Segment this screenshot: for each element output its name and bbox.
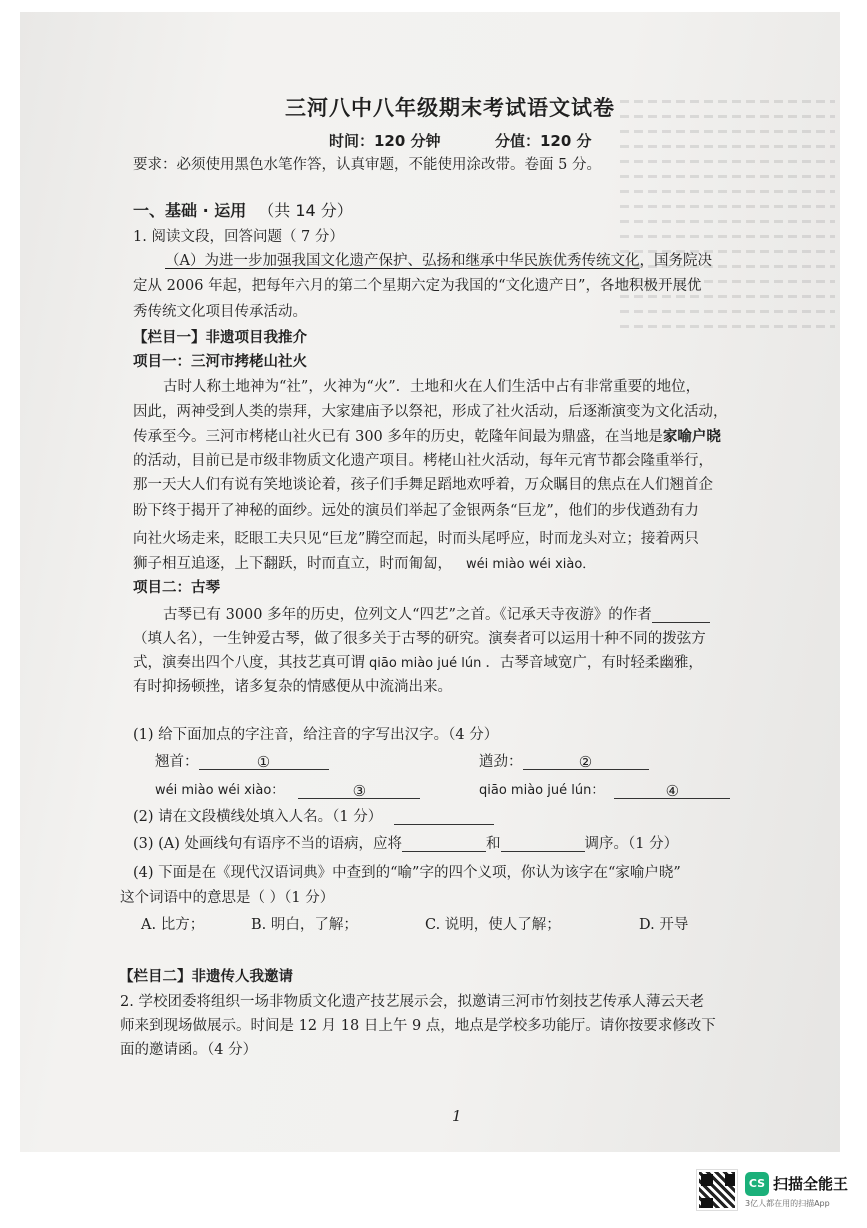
item-1-line-1: 古时人称土地神为“社”，火神为“火”．土地和火在人们生活中占有非常重要的地位， [163, 379, 701, 395]
item-2-line-2: （填人名），一生钟爱古琴，做了很多关于古琴的研究。演奏者可以运用十种不同的拨弦方 [133, 631, 706, 647]
item-2-line-4: 有时抑扬顿挫，诸多复杂的情感便从中流淌出来。 [133, 679, 452, 695]
item-1-line-3 [133, 424, 721, 450]
item-2-line-3-a: 式，演奏出四个八度，其技艺真可谓 [133, 655, 365, 671]
subquestion-1-word-1 [155, 749, 329, 775]
option-a: A. 比方； [141, 917, 205, 933]
page-number: 1 [452, 1107, 462, 1125]
question-2-line-2: 师来到现场做展示。时间是 12 月 18 日上午 9 点，地点是学校多功能厅。请你按要求修改下 [120, 1018, 716, 1034]
option-b: B. 明白，了解； [251, 917, 358, 933]
pinyin-weimiaoweixiao: wéi miào wéi xiào． [466, 557, 596, 572]
section-title: 一、基础 · 运用 [133, 201, 247, 220]
option-c: C. 说明，使人了解； [425, 917, 561, 933]
subquestion-3-text-b: 和 [486, 836, 501, 852]
item-2-line-3-b: ．古琴音域宽广，有时轻柔幽雅， [485, 655, 703, 671]
item-1-heading: 项目一：三河市拷栳山社火 [133, 354, 307, 370]
exam-title: 三河八中八年级期末考试语文试卷 [285, 96, 615, 120]
item-1-line-7: 向社火场走来，眨眼工夫只见“巨龙”腾空而起，时而头尾呼应，时而龙头对立；接着两只 [133, 531, 699, 547]
subquestion-4-line-2: 这个词语中的意思是（ ）（1 分） [120, 890, 335, 906]
subquestion-3-text-a: (3) (A) 处画线句有语序不当的语病，应将 [133, 836, 403, 852]
requirement-text: 要求：必须使用黑色水笔作答，认真审题，不能使用涂改带。卷面 5 分。 [133, 157, 601, 173]
item-1-line-3-text: 传承至今。三河市栲栳山社火已有 300 多年的历史，乾隆年间最为鼎盛，在当地是 [133, 429, 663, 445]
scanned-exam-page [20, 12, 840, 1152]
option-d: D. 开导 [639, 917, 689, 933]
scanner-app-name: 扫描全能王 [773, 1175, 849, 1193]
column-1-heading: 【栏目一】非遗项目我推介 [133, 330, 307, 346]
paragraph-1-line-2: 定从 2006 年起，把每年六月的第二个星期六定为我国的“文化遗产日”，各地积极开展优 [133, 278, 702, 294]
blank-mark-1: ① [256, 753, 271, 771]
author-name-blank[interactable] [652, 607, 710, 623]
time-label: 时间：120 分钟 [329, 132, 441, 150]
camscanner-logo-icon: CS [745, 1172, 769, 1196]
column-2-heading: 【栏目二】非遗传人我邀请 [119, 969, 293, 985]
blank-mark-3: ③ [352, 781, 367, 800]
paragraph-1-rest: ，国务院决 [639, 253, 712, 269]
paragraph-1-line-1 [165, 248, 712, 274]
pinyin-prompt-4: qiāo miào jué lún： [479, 783, 605, 798]
subquestion-1: (1) 给下面加点的字注音，给注音的字写出汉字。（4 分） [133, 727, 499, 743]
pinyin-qiaomiaojuelun: qiāo miào jué lún [369, 656, 482, 671]
item-2-line-1-text: 古琴已有 3000 多年的历史，位列文人“四艺”之首。《记承天寺夜游》的作者 [163, 607, 652, 623]
item-2-heading: 项目二：古琴 [133, 580, 220, 596]
subquestion-3-text-c: 调序。（1 分） [584, 836, 679, 852]
item-1-line-4: 的活动，目前已是市级非物质文化遗产项目。栲栳山社火活动，每年元宵节都会隆重举行， [133, 453, 713, 469]
subquestion-3 [133, 831, 678, 857]
underlined-sentence-a: （A）为进一步加强我国文化遗产保护、弘扬和继承中华民族优秀传统文化 [165, 253, 640, 269]
question-2-line-1: 2. 学校团委将组织一场非物质文化遗产技艺展示会，拟邀请三河市竹刻技艺传承人薄云天老 [120, 994, 704, 1010]
answer-blank-3[interactable] [298, 783, 420, 799]
section-heading [133, 198, 353, 224]
answer-blank-1[interactable] [199, 754, 329, 770]
bold-word-jiayuhuxiao: 家喻户晓 [662, 429, 721, 445]
pinyin-prompt-3: wéi miào wéi xiào： [155, 783, 285, 798]
subquestion-1-word-3 [155, 778, 420, 804]
qr-code-icon [697, 1170, 737, 1210]
question-2-line-3: 面的邀请函。（4 分） [120, 1042, 258, 1058]
question-1-intro: 1. 阅读文段，回答问题（ 7 分） [133, 229, 344, 245]
item-1-line-5: 那一天大人们有说有笑地谈论着，孩子们手舞足蹈地欢呼着，万众瞩目的焦点在人们翘首企 [133, 477, 713, 493]
reorder-blank-2[interactable] [501, 836, 585, 852]
item-1-line-8-text: 狮子相互追逐，上下翻跃，时而直立，时而匍匐， [133, 556, 452, 572]
subquestion-1-word-2 [479, 749, 649, 775]
item-2-line-1 [163, 602, 710, 628]
subquestion-2-text: (2) 请在文段横线处填入人名。（1 分） [133, 809, 383, 825]
item-1-line-2: 因此，两神受到人类的崇拜，大家建庙予以祭祀，形成了社火活动，后逐渐演变为文化活动， [133, 404, 728, 420]
blank-mark-2: ② [578, 753, 593, 771]
answer-blank-4[interactable] [614, 783, 730, 799]
subquestion-1-word-4 [479, 778, 730, 804]
section-points: （共 14 分） [258, 201, 353, 220]
person-name-blank[interactable] [394, 809, 494, 825]
word-qiujin: 遒劲： [479, 754, 523, 770]
item-1-line-8 [133, 551, 595, 578]
item-1-line-6: 盼下终于揭开了神秘的面纱。远处的演员们举起了金银两条“巨龙”，他们的步伐遒劲有力 [133, 503, 699, 519]
scanner-app-slogan: 3亿人都在用的扫描App [745, 1199, 830, 1208]
blank-mark-4: ④ [665, 781, 680, 800]
score-label: 分值：120 分 [495, 132, 592, 150]
word-qiaoshou: 翘首： [155, 754, 199, 770]
paragraph-1-line-3: 秀传统文化项目传承活动。 [133, 304, 307, 320]
reorder-blank-1[interactable] [402, 836, 486, 852]
answer-blank-2[interactable] [523, 754, 649, 770]
subquestion-2 [133, 804, 494, 830]
item-2-line-3 [133, 650, 703, 677]
subquestion-4-line-1: (4) 下面是在《现代汉语词典》中查到的“喻”字的四个义项，你认为该字在“家喻户晓” [133, 865, 681, 881]
